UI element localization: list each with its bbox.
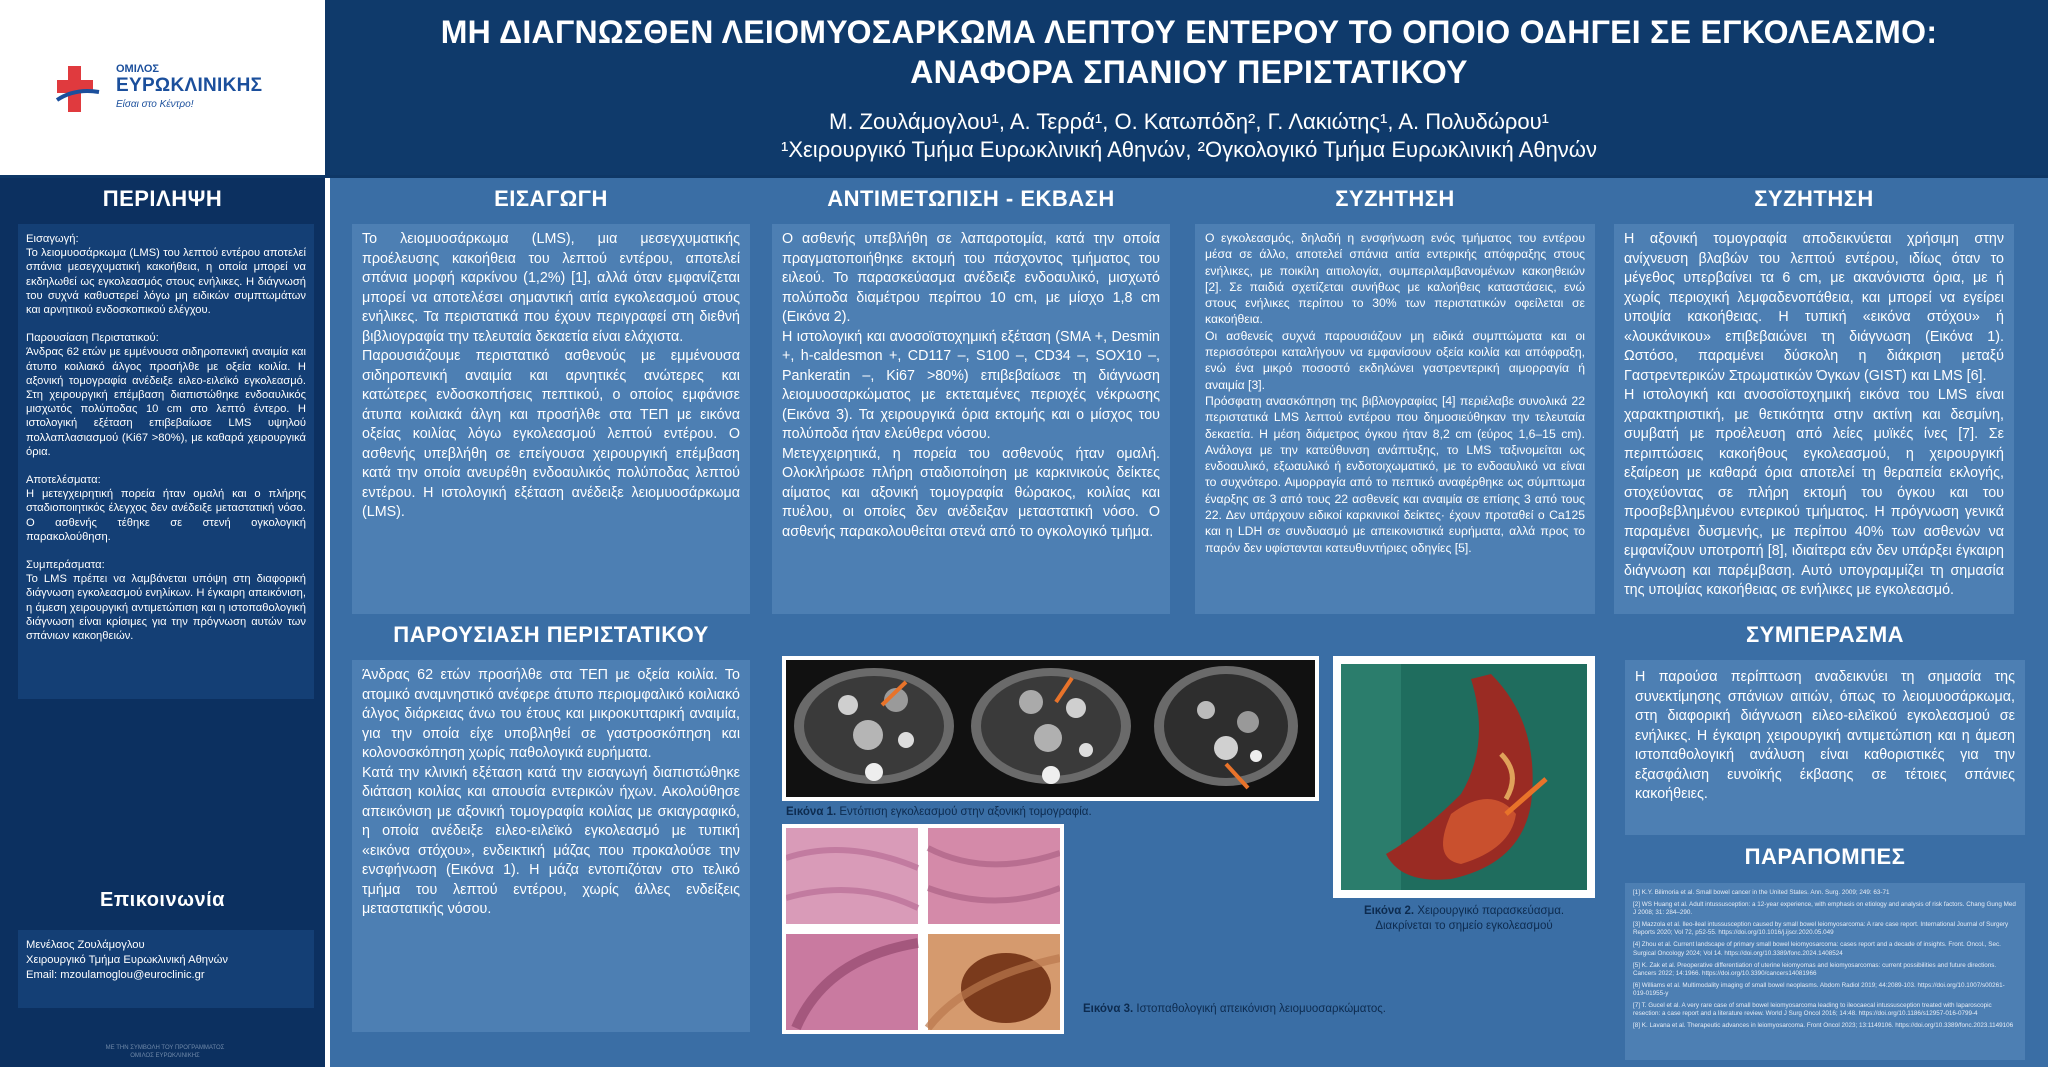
poster-header — [330, 0, 2048, 175]
reference-item: [4] Zhou et al. Current landscape of primary small bowel leiomyosarcoma: cases report and a decade of insights. Front. Oncol., Sec. Surgical Oncology 2024; Vol 14. https://doi.org/10.3389/fonc.2024.1408524 — [1633, 941, 2001, 957]
figure-2-text: Χειρουργικό παρασκεύασμα. — [1414, 905, 1565, 917]
contact-box — [18, 930, 314, 1008]
reference-item: [7] T. Gucel et al. A very rare case of small bowel leiomyosarcoma leading to ileocaecal intussusception treated with laparoscopic resection: a case report and a literature review. World J Surg Oncol 2016; 14:48. https://doi.org/10.1186/s12957-016-0799-4 — [1633, 1002, 1992, 1018]
footer-note — [40, 1044, 290, 1060]
intro-heading: ΕΙΣΑΓΩΓΗ — [494, 186, 608, 211]
figure-1-ct-images — [786, 660, 1315, 797]
figure-1-frame — [782, 656, 1319, 801]
figure-1-label: Εικόνα 1. — [786, 806, 837, 818]
abstract-intro-label: Εισαγωγή: — [26, 233, 79, 245]
discussion-1-box — [1195, 224, 1595, 614]
intro-p1: Το λειομυοσάρκωμα (LMS), μια μεσεγχυματικής προέλευσης κακοήθεια του λεπτού εντέρου, αποτελεί σπάνια μορφή καρκίνου (1,2%) [1], αλλά όταν εμφανίζεται μπορεί να αποτελέσει σημαντική αιτία εγκολεασμού στους ενήλικες. Τα περιστατικά που έχουν περιγραφεί στη διεθνή βιβλιογραφία την τελευταία δεκαετία είναι ελάχιστα. — [362, 231, 740, 345]
abstract-box — [18, 224, 314, 699]
discussion-1-p2: Οι ασθενείς συχνά παρουσιάζουν μη ειδικά συμπτώματα και οι περισσότεροι καταλήγουν να εμφανίσουν οξεία κοιλία και απόφραξη, ενώ ένα μικρό ποσοστό εκδηλώνει γαστρεντερική αιμορραγία ή αναιμία [3]. — [1205, 328, 1585, 392]
contact-dept: Χειρουργικό Τμήμα Ευρωκλινική Αθηνών — [26, 954, 228, 966]
abstract-results-label: Αποτελέσματα: — [26, 474, 101, 487]
discussion-1-heading: ΣΥΖΗΤΗΣΗ — [1335, 186, 1455, 211]
discussion-1-p1: Ο εγκολεασμός, δηλαδή η ενσφήνωση ενός τμήματος του εντέρου μέσα σε άλλο, αποτελεί σπάνια αιτία εντερικής απόφραξης στους ενήλικες, με ποικίλη αιτιολογία, συμπεριλαμβανομένων κακοηθειών [2]. Σε παιδιά σχετίζεται συνήθως με καλοήθεις καταστάσεις, ενώ στους ενήλικες περίπου το 30% των περιστατικών οφείλεται σε κακοήθεια. — [1205, 231, 1585, 327]
abstract-case-label: Παρουσίαση Περιστατικού: — [26, 332, 159, 345]
figure-3-caption — [1083, 1002, 1503, 1017]
treatment-p3: Μετεγχειρητικά, η πορεία του ασθενούς ήταν ομαλή. Ολοκλήρωσε πλήρη σταδιοποίηση με καρκινικούς δείκτες αίματος και αξονική τομογραφία θώρακος, κοιλίας και πυέλου, οι οποίες δεν ανέδειξαν μεταστατική νόσο. Ο ασθενής παρακολουθείται στενά από το ογκολογικό τμήμα. — [782, 445, 1160, 540]
reference-item: [5] K. Zak et al. Preoperative differentiation of uterine leiomyomas and leiomyosarcomas: current possibilities and future directions. Cancers 2022; 14:1966. https://doi.org/10.3390/cancers14081966 — [1633, 961, 1997, 977]
abstract-heading: ΠΕΡΙΛΗΨΗ — [102, 186, 223, 211]
figure-1-text: Εντόπιση εγκολεασμού στην αξονική τομογραφία. — [836, 806, 1092, 818]
abstract-conclusions-label: Συμπεράσματα: — [26, 559, 105, 572]
treatment-box — [772, 224, 1170, 614]
cross-icon — [57, 66, 99, 112]
histology-panel-1 — [786, 828, 918, 924]
figure-3-text: Ιστοπαθολογική απεικόνιση λειομυοσαρκώματος. — [1133, 1003, 1386, 1015]
contact-email[interactable]: Email: mzoulamoglou@euroclinic.gr — [26, 969, 205, 981]
reference-item: [6] Williams et al. Multimodality imaging of small bowel neoplasms. Abdom Radiol 2019; 44:2089-103. https://doi.org/10.1007/s00261-019-01955-y — [1633, 981, 2005, 997]
abstract-intro — [26, 232, 306, 317]
case-heading: ΠΑΡΟΥΣΙΑΣΗ ΠΕΡΙΣΤΑΤΙΚΟΥ — [393, 622, 709, 647]
discussion-2-p2: Η ιστολογική και ανοσοϊστοχημική εικόνα του LMS είναι χαρακτηριστική, με θετικότητα στην ακτίνη και δεσμίνη, συμβατή με προέλευση από λείες μυϊκές ίνες [7]. Σε περιπτώσεις κακοήθους εγκολεασμού, η χειρουργική εξαίρεση με καθαρά όρια αποτελεί τη θεραπεία εκλογής, στοχεύοντας σε πλήρη εκτομή του όγκου και του προσβεβλημένου εντερικού τμήματος. Η πρόγνωση γενικά παραμένει δυσμενής, με περίπου 40% των ασθενών να εμφανίζουν υποτροπή [8], ιδιαίτερα εάν δεν υπάρξει έγκαιρη διάγνωση και παρέμβαση. Αυτό υπογραμμίζει τη σημασία της υποψίας κακοήθειας σε ενήλικες με εγκολεασμό. — [1624, 387, 2004, 598]
abstract-conclusions — [26, 558, 306, 643]
case-p1: Άνδρας 62 ετών προσήλθε στα ΤΕΠ με οξεία κοιλία. Το ατομικό αναμνηστικό ανέφερε άτυπο περιομφαλικό κοιλιακό άλγος διάρκειας άνω του έτους και μικροκυτταρική αναιμία, για την οποία είχε υποβληθεί σε γαστροσκόπηση και κολονοσκόπηση χωρίς παθολογικά ευρήματα. — [362, 667, 740, 761]
contact-heading: Επικοινωνία — [100, 889, 225, 911]
discussion-1-p3: Πρόσφατη ανασκόπηση της βιβλιογραφίας [4] περιέλαβε συνολικά 22 περιστατικά LMS λεπτού εντέρου που δημοσιεύθηκαν την τελευταία δεκαετία. Η μέση διάμετρος όγκου ήταν 8,2 cm (εύρος 1,6–15 cm). Ανάλογα με την κατεύθυνση ανάπτυξης, το LMS ταξινομείται ως ενδοαυλικό, εξωαυλικό ή ενδοτοιχωματικό, με το ενδοαυλικό να είναι το συχνότερο. Αιμορραγία από το πεπτικό αναφέρθηκε ως σύμπτωμα έναρξης σε 3 από τους 22 ασθενείς και αναιμία σε επίσης 3 από τους 22. Δεν υπάρχουν ειδικοί καρκινικοί δείκτες· έχουν προταθεί ο Ca125 και η LDH σε συνδυασμό με απεικονιστικά ευρήματα, αλλά προς το παρόν δεν υφίστανται κατευθυντήριες οδηγίες [5]. — [1205, 393, 1585, 555]
discussion-2-box — [1614, 224, 2014, 614]
contact-name: Μενέλαος Ζουλάμογλου — [26, 939, 145, 951]
intro-box — [352, 224, 750, 614]
figure-2-specimen-photo — [1341, 664, 1587, 890]
ct-slice-1 — [794, 668, 954, 784]
abstract-results — [26, 473, 306, 544]
figure-3-histology-images — [786, 828, 1060, 1030]
ct-slice-2 — [971, 668, 1131, 784]
reference-item: [8] K. Lavana et al. Therapeutic advances in leiomyosarcoma. Front Oncol 2023; 13:1149106. https://doi.org/10.3389/fonc.2023.1149106 — [1633, 1022, 2014, 1030]
reference-item: [3] Mazzola et al. Ileo-ileal intussusception caused by small bowel leiomyosarcoma: A rare case report. International Journal of Surgery Reports 2020; Vol 72, p52-55. https://doi.org/10.1016/j.ijscr.2020.05.049 — [1633, 921, 2009, 937]
case-p2: Κατά την κλινική εξέταση κατά την εισαγωγή διαπιστώθηκε διάταση κοιλίας και απουσία εντερικών ήχων. Ακολούθησε απεικόνιση με αξονική τομογραφία κοιλίας με σκιαγραφικό, η οποία ανέδειξε ειλεο-ειλεϊκό εγκολεασμό με τυπική «εικόνα στόχου», ενδεικτική μάζας που προκαλούσε την ενσφήνωση (Εικόνα 1). Η μάζα εντοπιζόταν στο τελικό τμήμα του λεπτού εντέρου, χωρίς άλλες ενδείξεις μεταστατικής νόσου. — [362, 764, 740, 917]
treatment-p2: Η ιστολογική και ανοσοϊστοχημική εξέταση (SMA +, Desmin +, h-caldesmon +, CD117 –, S100 –, CD34 –, SOX10 –, Pankeratin –, Ki67 >80%) επιβεβαίωσε τη διάγνωση λειομυοσαρκώματος με εκτεταμένες περιοχές νέκρωσης (Εικόνα 3). Τα χειρουργικά όρια εκτομής και ο μίσχος του πολύποδα ήταν ελεύθερα νόσου. — [782, 328, 1160, 442]
affiliations: ¹Χειρουργικό Τμήμα Ευρωκλινική Αθηνών, ²Ογκολογικό Τμήμα Ευρωκλινική Αθηνών — [781, 137, 1597, 162]
figure-2-text-line2: Διακρίνεται το σημείο εγκολεασμού — [1375, 920, 1553, 932]
treatment-p1: Ο ασθενής υπεβλήθη σε λαπαροτομία, κατά την οποία πραγματοποιήθηκε εκτομή του πάσχοντος τμήματος του ειλεού. Το παρασκεύασμα ανέδειξε ενδοαυλικό, μισχωτό πολύποδα διαμέτρου περίπου 10 cm, με μίσχο 1,8 cm (Εικόνα 2). — [782, 231, 1160, 325]
conclusion-heading: ΣΥΜΠΕΡΑΣΜΑ — [1745, 622, 1905, 647]
discussion-2-p1: Η αξονική τομογραφία αποδεικνύεται χρήσιμη στην ανίχνευση βλαβών του λεπτού εντέρου, ιδίως όταν το μέγεθος υπερβαίνει τα 6 cm, με ακανόνιστα όρια, με ή χωρίς περιοχική λεμφαδενοπάθεια, και μπορεί να εγείρει υποψία κακοήθειας. Η τυπική «εικόνα στόχου» ή «λουκάνικου» επιβεβαιώνει τη διάγνωση (Εικόνα 1). Ωστόσο, παραμένει δύσκολη η διάκριση μεταξύ Γαστρεντερικών Στρωματικών Όγκων (GIST) και LMS [6]. — [1624, 231, 2004, 384]
abstract-case-text: Άνδρας 62 ετών με εμμένουσα σιδηροπενική αναιμία και άτυπο κοιλιακό άλγος προσήλθε με οξεία κοιλία. Η αξονική τομογραφία ανέδειξε ειλεο-ειλεϊκό εγκολεασμό. Στη χειρουργική επέμβαση διαπιστώθηκε ενδοαυλικός μισχωτός πολύποδας 10 cm στο λεπτό έντερο. Η ιστολογική εξέταση επιβεβαίωσε LMS υψηλού πολλαπλασιασμού (Ki67 >80%), με καθαρά χειρουργικά όρια. — [26, 346, 306, 458]
discussion-2-heading: ΣΥΖΗΤΗΣΗ — [1754, 186, 1874, 211]
intro-p2: Παρουσιάζουμε περιστατικό ασθενούς με εμμένουσα σιδηροπενική αναιμία και αρνητικές ανώτερες και κατώτερες ενδοσκοπήσεις πεπτικού, ο οποίος εμφάνισε άτυπα κοιλιακά άλγη και προσήλθε στα ΤΕΠ με εικόνα οξείας κοιλίας λόγω εγκολεασμού λεπτού εντέρου. Ο ασθενής υπεβλήθη σε επείγουσα χειρουργική επέμβαση κατά την οποία ανευρέθη ενδοαυλικός πολύποδας λεπτού εντέρου. Η ιστολογική εξέταση ανέδειξε λειομυοσάρκωμα (LMS). — [362, 348, 740, 520]
abstract-conclusions-text: Το LMS πρέπει να λαμβάνεται υπόψη στη διαφορική διάγνωση εγκολεασμού ενηλίκων. Η έγκαιρη απεικόνιση, η άμεση χειρουργική αντιμετώπιση και η ιστοπαθολογική διάγνωση είναι κρίσιμες για την πρόγνωση αυτών των σπάνιων κακοηθειών. — [26, 573, 306, 643]
figure-2-label: Εικόνα 2. — [1363, 905, 1415, 917]
authors: Μ. Ζουλάμογλου¹, Α. Τερρά¹, Ο. Κατωπόδη², Γ. Λακιώτης¹, Α. Πολυδώρου¹ — [829, 109, 1549, 134]
conclusion-box — [1625, 660, 2025, 835]
reference-item: [1] K.Y. Bilimoria et al. Small bowel cancer in the United States. Ann. Surg. 2009; 249: 63-71 — [1633, 889, 1890, 896]
histology-panel-2 — [928, 828, 1060, 924]
references-box — [1625, 883, 2025, 1060]
treatment-heading: ΑΝΤΙΜΕΤΩΠΙΣΗ - ΕΚΒΑΣΗ — [827, 186, 1115, 211]
footer-line-1: ΜΕ ΤΗΝ ΣΥΜΒΟΛΗ ΤΟΥ ΠΡΟΓΡΑΜΜΑΤΟΣ — [105, 1045, 225, 1051]
figure-2-frame — [1333, 656, 1595, 898]
reference-item: [2] WS Huang et al. Adult intussusception: a 12-year experience, with emphasis on etiology and analysis of risk factors. Chang Gung Med J 2008; 31: 284–290. — [1633, 901, 2016, 917]
figure-2-caption — [1333, 904, 1595, 934]
figure-3-label: Εικόνα 3. — [1083, 1003, 1134, 1015]
abstract-results-text: Η μετεγχειρητική πορεία ήταν ομαλή και ο πλήρης σταδιοποιητικός έλεγχος δεν ανέδειξε μεταστατική νόσο. Ο ασθενής τέθηκε σε στενή ογκολογική παρακολούθηση. — [26, 488, 306, 543]
logo-panel — [0, 0, 325, 175]
abstract-case — [26, 331, 306, 459]
histology-panel-3 — [786, 934, 918, 1030]
references-heading: ΠΑΡΑΠΟΜΠΕΣ — [1744, 844, 1906, 869]
histology-panel-4 — [928, 934, 1060, 1030]
footer-line-2: ΟΜΙΛΟΣ ΕΥΡΩΚΛΙΝΙΚΗΣ — [130, 1053, 200, 1059]
poster-title: ΜΗ ΔΙΑΓΝΩΣΘΕΝ ΛΕΙΟΜΥΟΣΑΡΚΩΜΑ ΛΕΠΤΟΥ ΕΝΤΕΡΟΥ ΤΟ ΟΠΟΙΟ ΟΔΗΓΕΙ ΣΕ ΕΓΚΟΛΕΑΣΜΟ: ΑΝΑΦΟΡΑ ΣΠΑΝΙΟΥ ΠΕΡΙΣΤΑΤΙΚΟΥ — [440, 14, 1938, 90]
figure-1-caption — [786, 805, 1306, 820]
logo-group: ΟΜΙΛΟΣ — [116, 63, 159, 75]
case-box — [352, 660, 750, 1032]
abstract-intro-text: Το λειομυοσάρκωμα (LMS) του λεπτού εντέρου αποτελεί σπάνια μεσεγχυματική κακοήθεια, η οποία μπορεί να εκδηλωθεί ως εγκολεασμός στους ενήλικες. Η διάγνωσή του συχνά καθυστερεί λόγω μη ειδικών συμπτωμάτων και αρνητικού ενδοσκοπικού ελέγχου. — [26, 247, 306, 317]
logo-name: ΕΥΡΩΚΛΙΝΙΚΗΣ — [116, 75, 263, 96]
logo-tagline: Είσαι στο Κέντρο! — [116, 99, 194, 110]
figure-3-frame — [782, 824, 1064, 1034]
conclusion-text: Η παρούσα περίπτωση αναδεικνύει τη σημασία της συνεκτίμησης σπάνιων αιτιών, όπως το λειομυοσάρκωμα, στη διαφορική διάγνωση ειλεο-ειλεϊκού εγκολεασμού σε ενήλικες. Η έγκαιρη χειρουργική αντιμετώπιση και η άμεση ιστοπαθολογική ανάλυση είναι καθοριστικές για την εξασφάλιση ευνοϊκής έκβασης σε τέτοιες σπάνιες κακοήθειες. — [1635, 669, 2015, 802]
